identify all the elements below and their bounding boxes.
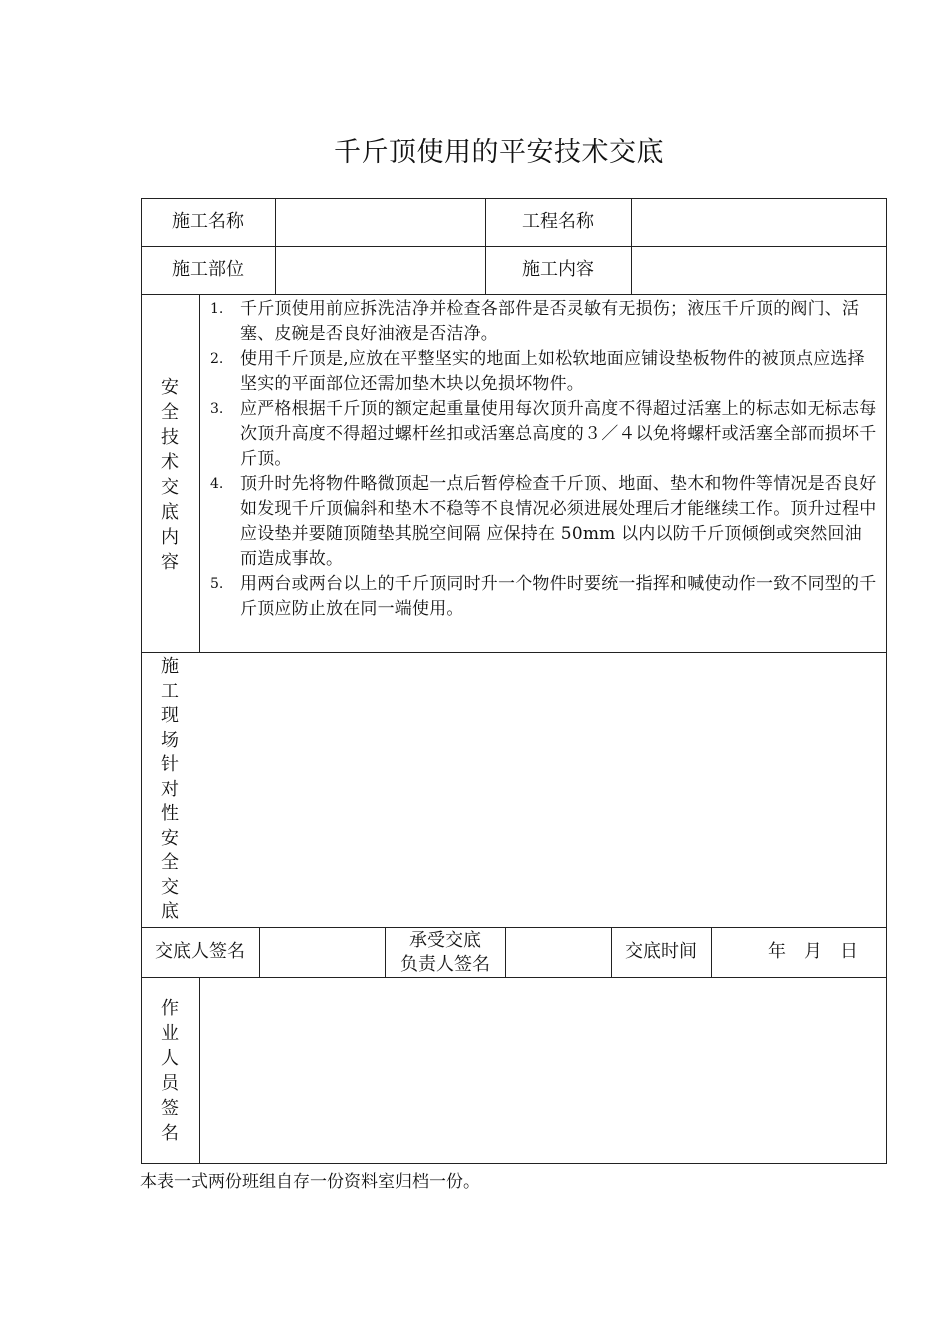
- row-divider: [141, 977, 887, 978]
- construction-name-label: 施工名称: [172, 211, 244, 232]
- construction-content-value[interactable]: [632, 258, 886, 282]
- item-text: 应严格根据千斤顶的额定起重量使用每次顶升高度不得超过活塞上的标志如无标志每次顶升高度不得超过螺杆丝扣或活塞总高度的３／４以免将螺杆或活塞全部而损坏千斤顶。: [240, 399, 877, 469]
- construction-name-value[interactable]: [276, 210, 485, 234]
- giver-signature-field[interactable]: [260, 929, 385, 976]
- list-item: [208, 297, 878, 347]
- project-name-label: 工程名称: [522, 211, 594, 232]
- list-item: [208, 472, 878, 572]
- site-specific-safety-label: 施 工 现 场 针 对 性 安 全 交 底: [161, 656, 179, 922]
- project-name-value[interactable]: [632, 210, 886, 234]
- construction-part-label: 施工部位: [172, 259, 244, 280]
- col-divider: [199, 294, 200, 652]
- workers-signature-field[interactable]: [200, 979, 886, 1163]
- list-item: [208, 347, 878, 397]
- item-number: 1.: [210, 301, 224, 317]
- row-divider: [141, 927, 887, 928]
- item-number: 2.: [210, 351, 224, 367]
- row-divider: [141, 652, 887, 653]
- handover-time-label: 交底时间: [625, 941, 697, 962]
- site-specific-safety-field[interactable]: [200, 654, 886, 926]
- item-text: 千斤顶使用前应拆洗洁净并检查各部件是否灵敏有无损伤；液压千斤顶的阀门、活塞、皮碗是否良好油液是否洁净。: [240, 299, 860, 344]
- giver-signature-label: 交底人签名: [155, 941, 245, 962]
- list-item: [208, 397, 878, 472]
- item-number: 5.: [210, 576, 224, 592]
- construction-part-value[interactable]: [276, 258, 485, 282]
- footer-note: 本表一式两份班组自存一份资料室归档一份。: [140, 1172, 480, 1192]
- handover-date-field[interactable]: 年 月 日: [768, 941, 858, 962]
- safety-items-list: [208, 297, 878, 622]
- item-number: 4.: [210, 476, 224, 492]
- row-divider: [141, 246, 887, 247]
- workers-signature-label: 作 业 人 员 签 名: [161, 998, 179, 1144]
- item-text: 顶升时先将物件略微顶起一点后暂停检查千斤顶、地面、垫木和物件等情况是否良好如发现千斤顶偏斜和垫木不稳等不良情况必须进展处理后才能继续工作。顶升过程中应设垫并要随顶随垫其脱空间隔 应保持在 50mm 以内以防千斤顶倾倒或突然回油而造成事故。: [240, 474, 877, 569]
- item-text: 用两台或两台以上的千斤顶同时升一个物件时要统一指挥和喊使动作一致不同型的千斤顶应防止放在同一端使用。: [240, 574, 877, 619]
- item-number: 3.: [210, 401, 224, 417]
- construction-content-label: 施工内容: [522, 259, 594, 280]
- receiver-signature-field[interactable]: [506, 929, 611, 976]
- receiver-signature-label: 承受交底 负责人签名: [400, 930, 490, 975]
- row-divider: [141, 294, 887, 295]
- list-item: [208, 572, 878, 622]
- page-title: 千斤顶使用的平安技术交底: [334, 137, 664, 168]
- item-text: 使用千斤顶是,应放在平整坚实的地面上如松软地面应铺设垫板物件的被顶点应选择坚实的平面部位还需加垫木块以免损坏物件。: [240, 349, 865, 394]
- safety-content-label: 安 全 技 术 交 底 内 容: [161, 377, 179, 573]
